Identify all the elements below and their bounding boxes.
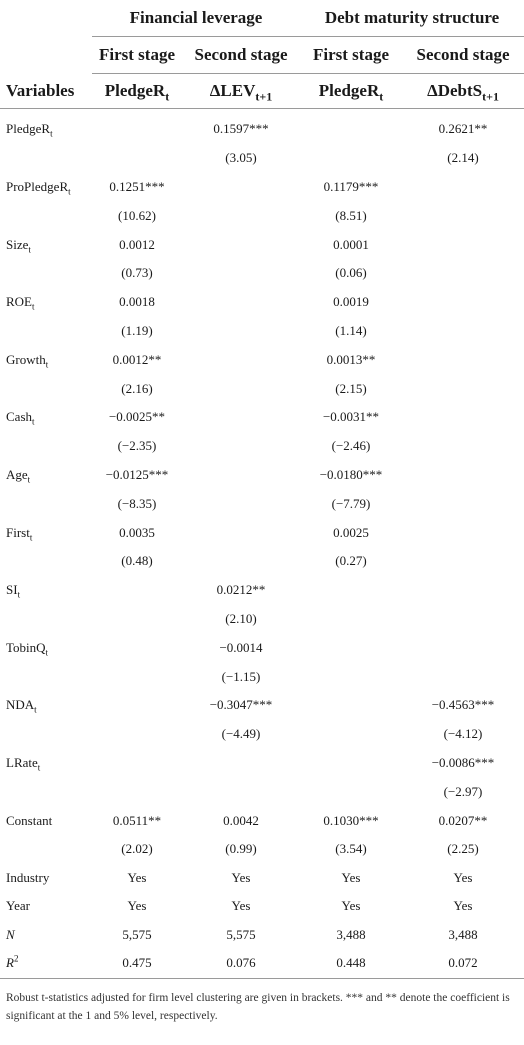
coef-cell — [92, 115, 182, 144]
summary-row — [0, 892, 524, 921]
coef-cell — [402, 173, 524, 202]
tstat-label-blank — [0, 547, 92, 576]
tstat-cell — [402, 489, 524, 518]
tstat-cell: (2.10) — [225, 610, 257, 626]
coef-cell — [182, 288, 300, 317]
tstat-cell — [300, 144, 402, 173]
coef-cell: 0.0018 — [119, 294, 155, 310]
variable-label: Constant — [6, 812, 53, 828]
tstat-row — [0, 201, 524, 230]
tstat-cell: (−4.12) — [443, 726, 483, 742]
coef-cell: 0.1597*** — [213, 121, 269, 137]
tstat-row — [0, 489, 524, 518]
tstat-label-blank — [0, 144, 92, 173]
tstat-cell: (2.15) — [335, 380, 367, 396]
summary-cell: Yes — [341, 898, 361, 914]
coef-cell — [182, 345, 300, 374]
tstat-cell: (0.73) — [121, 265, 153, 281]
tstat-cell — [402, 432, 524, 461]
tstat-cell — [402, 317, 524, 346]
group-header-financial-leverage: Financial leverage — [92, 0, 300, 37]
tstat-cell — [300, 605, 402, 634]
variable-label: $NDA_t$ — [6, 697, 37, 715]
variable-label: PledgeR$_t$ — [6, 121, 53, 139]
coef-cell — [300, 691, 402, 720]
dep-var-header-debts: ΔDebtS$_{t+1}$ — [402, 74, 524, 109]
tstat-label-blank — [0, 605, 92, 634]
coef-cell: 0.1251*** — [109, 178, 165, 194]
tstat-cell: (0.99) — [225, 841, 257, 857]
coef-cell — [402, 633, 524, 662]
coef-cell — [300, 633, 402, 662]
coef-row — [0, 288, 524, 317]
tstat-label-blank — [0, 432, 92, 461]
tstat-row — [0, 317, 524, 346]
tstat-cell — [182, 259, 300, 288]
tstat-cell: (8.51) — [335, 207, 367, 223]
coef-cell: 0.0012 — [119, 236, 155, 252]
summary-cell: 0.475 — [92, 949, 182, 978]
coef-cell: 0.2621** — [438, 121, 488, 137]
summary-cell: 0.072 — [402, 949, 524, 978]
group-header-debt-maturity: Debt maturity structure — [300, 0, 524, 37]
tstat-row — [0, 374, 524, 403]
tstat-cell — [300, 662, 402, 691]
tstat-cell: (−2.97) — [443, 783, 483, 799]
tstat-cell: (2.02) — [121, 841, 153, 857]
coef-cell: 0.1179*** — [323, 178, 379, 194]
coef-cell: 0.0019 — [333, 294, 369, 310]
summary-cell: 3,488 — [336, 926, 366, 942]
stage-header-first-2: First stage — [300, 37, 402, 74]
coef-cell — [402, 518, 524, 547]
summary-cell: Yes — [127, 869, 147, 885]
coef-cell: −0.0125*** — [105, 466, 169, 482]
coef-cell — [182, 461, 300, 490]
tstat-cell: (−4.49) — [221, 726, 261, 742]
summary-cell: Yes — [453, 869, 473, 885]
tstat-label-blank — [0, 374, 92, 403]
tstat-cell: (1.14) — [335, 322, 367, 338]
variable-label: Growth$_t$ — [6, 351, 49, 370]
coef-cell: 0.0013** — [326, 351, 376, 367]
variables-header: Variables — [0, 74, 92, 109]
coef-cell — [402, 576, 524, 605]
tstat-row — [0, 605, 524, 634]
stage-header-second-1: Second stage — [182, 37, 300, 74]
tstat-cell — [182, 547, 300, 576]
tstat-cell — [182, 317, 300, 346]
summary-label: N — [6, 926, 15, 942]
tstat-cell: (2.25) — [447, 841, 479, 857]
coef-cell — [182, 230, 300, 259]
coef-row — [0, 345, 524, 374]
variable-label: Age$_t$ — [6, 466, 31, 485]
coef-cell: −0.0031** — [322, 409, 380, 425]
tstat-cell — [92, 662, 182, 691]
coef-cell: 0.0042 — [223, 812, 259, 828]
tstat-label-blank — [0, 489, 92, 518]
coef-cell — [182, 518, 300, 547]
coef-row — [0, 691, 524, 720]
tstat-cell — [402, 374, 524, 403]
tstat-cell: (−1.15) — [221, 668, 261, 684]
tstat-cell — [402, 605, 524, 634]
dep-var-header-pledge-2: PledgeR$_t$ — [300, 74, 402, 109]
coef-cell — [92, 749, 182, 778]
dep-var-header-pledge-1: PledgeR$_t$ — [92, 74, 182, 109]
tstat-cell — [92, 777, 182, 806]
tstat-cell: (−2.35) — [117, 438, 157, 454]
tstat-cell: (−2.46) — [331, 438, 371, 454]
tstat-cell: (−7.79) — [331, 495, 371, 511]
coef-cell — [92, 633, 182, 662]
coef-row — [0, 633, 524, 662]
tstat-cell — [92, 720, 182, 749]
tstat-cell — [300, 777, 402, 806]
table-body — [0, 109, 524, 979]
tstat-row — [0, 835, 524, 864]
coef-cell — [92, 576, 182, 605]
tstat-label-blank — [0, 259, 92, 288]
header-blank — [0, 0, 92, 37]
summary-label: $R^2$ — [0, 949, 92, 978]
tstat-cell — [182, 201, 300, 230]
coef-cell — [300, 115, 402, 144]
tstat-cell: (3.54) — [335, 841, 367, 857]
tstat-cell — [182, 777, 300, 806]
tstat-cell — [402, 547, 524, 576]
coef-row — [0, 518, 524, 547]
coef-cell — [182, 403, 300, 432]
tstat-cell: (1.19) — [121, 322, 153, 338]
coef-cell — [402, 461, 524, 490]
tstat-cell: (2.16) — [121, 380, 153, 396]
coef-cell: 0.0207** — [438, 812, 488, 828]
coef-cell: 0.0025 — [333, 524, 369, 540]
coef-row — [0, 173, 524, 202]
variable-label: Cash$_t$ — [6, 409, 35, 427]
coef-cell: 0.0212** — [216, 582, 266, 598]
tstat-cell: (2.14) — [447, 150, 479, 166]
coef-cell — [300, 576, 402, 605]
coef-cell: 0.0511** — [112, 812, 162, 828]
tstat-row — [0, 662, 524, 691]
coef-cell — [182, 173, 300, 202]
dep-var-header-lev: $\Delta LEV_{t+1}$ — [182, 74, 300, 109]
summary-cell: 5,575 — [122, 926, 152, 942]
coef-cell — [182, 749, 300, 778]
coef-cell — [402, 403, 524, 432]
tstat-cell: (10.62) — [118, 207, 156, 223]
tstat-row — [0, 777, 524, 806]
coef-cell — [92, 691, 182, 720]
summary-row — [0, 949, 524, 978]
tstat-cell — [92, 144, 182, 173]
coef-cell: −0.4563*** — [431, 697, 495, 713]
tstat-cell — [402, 259, 524, 288]
summary-cell: Yes — [127, 898, 147, 914]
variable-label: Size$_t$ — [6, 236, 31, 255]
stage-header-second-2: Second stage — [402, 37, 524, 74]
coef-row — [0, 115, 524, 144]
summary-label: Industry — [6, 869, 50, 885]
tstat-label-blank — [0, 201, 92, 230]
variable-label: First$_t$ — [6, 524, 33, 543]
summary-cell: 0.448 — [300, 949, 402, 978]
summary-cell: Yes — [453, 898, 473, 914]
coef-row — [0, 576, 524, 605]
tstat-label-blank — [0, 662, 92, 691]
summary-cell: Yes — [341, 869, 361, 885]
tstat-cell — [182, 489, 300, 518]
tstat-cell: (0.48) — [121, 553, 153, 569]
summary-label: Year — [6, 898, 30, 914]
coef-cell: −0.0014 — [219, 639, 263, 655]
variable-label: TobinQ$_t$ — [6, 639, 49, 658]
coef-row — [0, 461, 524, 490]
coef-cell: −0.3047*** — [209, 697, 273, 713]
stage-header-first-1: First stage — [92, 37, 182, 74]
variable-label: ProPledgeR$_t$ — [6, 178, 71, 197]
tstat-row — [0, 432, 524, 461]
coef-cell: −0.0025** — [108, 409, 166, 425]
coef-cell — [300, 749, 402, 778]
variable-label: $ROE_t$ — [6, 294, 35, 312]
tstat-row — [0, 144, 524, 173]
summary-cell: Yes — [231, 869, 251, 885]
tstat-cell — [182, 432, 300, 461]
header-blank-2 — [0, 37, 92, 74]
coef-cell — [402, 288, 524, 317]
tstat-row — [0, 720, 524, 749]
variable-label: $SI_t$ — [6, 582, 21, 600]
tstat-cell: (3.05) — [225, 150, 257, 166]
tstat-row — [0, 259, 524, 288]
summary-row — [0, 921, 524, 950]
summary-cell: 5,575 — [226, 926, 256, 942]
tstat-cell: (0.06) — [335, 265, 367, 281]
coef-cell — [402, 345, 524, 374]
tstat-cell — [402, 201, 524, 230]
coef-cell: 0.0001 — [333, 236, 369, 252]
coef-cell: 0.0012** — [112, 351, 162, 367]
summary-cell: 0.076 — [182, 949, 300, 978]
tstat-cell — [402, 662, 524, 691]
summary-row — [0, 864, 524, 893]
tstat-cell — [182, 374, 300, 403]
coef-row — [0, 403, 524, 432]
table-header — [0, 0, 524, 109]
variable-label: LRate$_t$ — [6, 754, 41, 773]
tstat-label-blank — [0, 720, 92, 749]
tstat-cell — [300, 720, 402, 749]
coef-row — [0, 230, 524, 259]
tstat-cell: (0.27) — [335, 553, 367, 569]
coef-cell: 0.1030*** — [323, 812, 379, 828]
coef-cell: −0.0180*** — [319, 466, 383, 482]
coef-row — [0, 749, 524, 778]
table-footnote: Robust t-statistics adjusted for firm level clustering are given in brackets. *** and ** denote the coefficient is significant at the 1 and 5% level, respectively. — [6, 991, 510, 1022]
coef-cell: 0.0035 — [119, 524, 155, 540]
tstat-cell: (−8.35) — [117, 495, 157, 511]
summary-cell: Yes — [231, 898, 251, 914]
tstat-row — [0, 547, 524, 576]
coef-row — [0, 806, 524, 835]
tstat-label-blank — [0, 777, 92, 806]
tstat-label-blank — [0, 317, 92, 346]
tstat-label-blank — [0, 835, 92, 864]
summary-cell: 3,488 — [448, 926, 478, 942]
coef-cell: −0.0086*** — [431, 754, 495, 770]
tstat-cell — [92, 605, 182, 634]
coef-cell — [402, 230, 524, 259]
